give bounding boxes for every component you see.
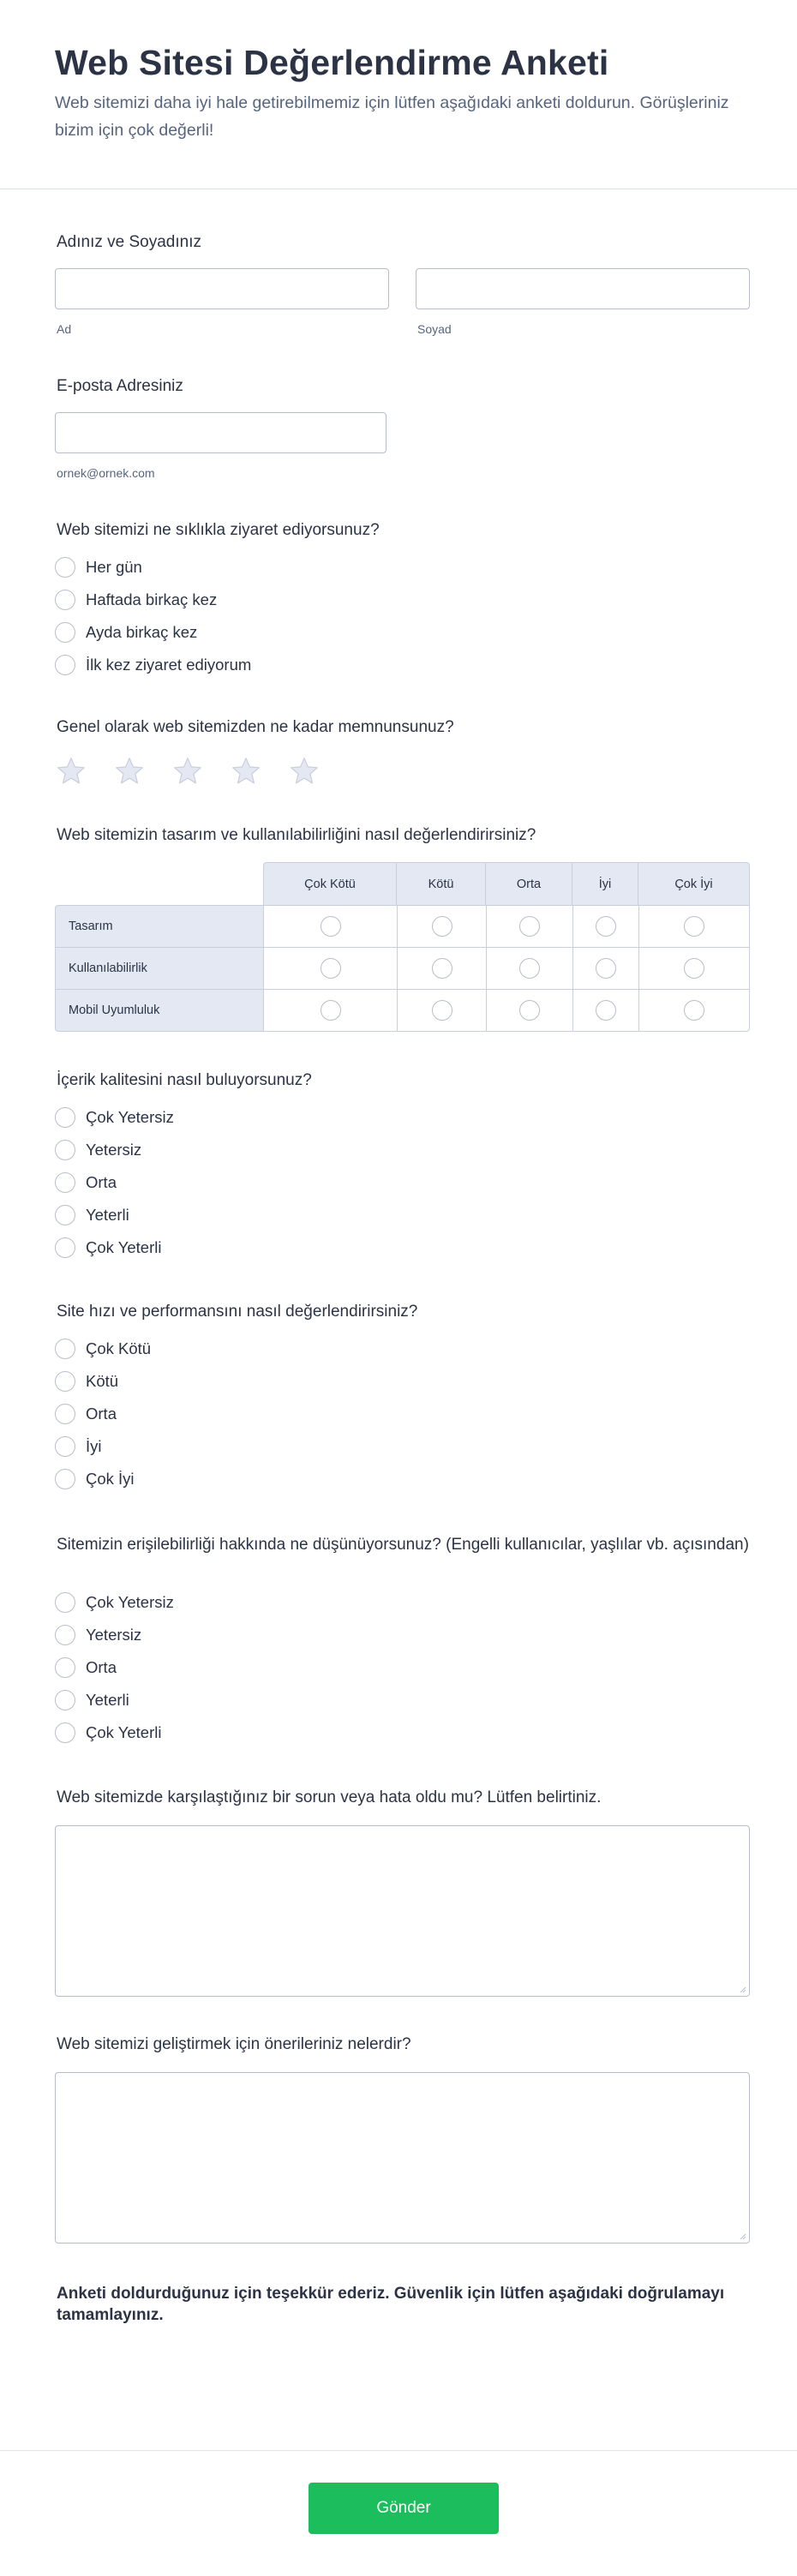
radio-option[interactable] [55,655,251,687]
radio-label[interactable]: Ayda birkaç kez [86,623,198,641]
radio-label[interactable]: Çok İyi [86,1470,135,1488]
radio-label[interactable]: Çok Yetersiz [86,1593,174,1611]
radio-option[interactable] [55,557,251,590]
star-icon[interactable] [230,756,262,787]
suggestions-label: Web sitemizi geliştirmek için önerileriniz nelerdir? [57,2035,411,2053]
radio-label[interactable]: Çok Yeterli [86,1238,162,1256]
radio-button[interactable] [55,1592,75,1613]
matrix-radio-button[interactable] [596,1000,616,1021]
issues-label: Web sitemizde karşılaştığınız bir sorun veya hata oldu mu? Lütfen belirtiniz. [57,1788,602,1806]
matrix-column-header: Orta [486,862,572,905]
radio-label[interactable]: Yetersiz [86,1626,142,1644]
site-speed-label: Site hızı ve performansını nasıl değerlendirirsiniz? [57,1303,418,1321]
closing-message: Anketi doldurduğunuz için teşekkür ederiz. Güvenlik için lütfen aşağıdaki doğrulamayı tamamlayınız. [57,2285,725,2324]
matrix-column-header: Çok İyi [638,862,750,905]
matrix-cell [263,989,397,1032]
matrix-radio-button[interactable] [684,916,704,937]
radio-button[interactable] [55,1625,75,1645]
radio-label[interactable]: Orta [86,1658,117,1676]
matrix-cell [572,989,638,1032]
last-name-sublabel: Soyad [417,322,452,336]
content-quality-label: İçerik kalitesini nasıl buluyorsunuz? [57,1071,312,1089]
matrix-radio-button[interactable] [321,958,341,979]
radio-label[interactable]: Çok Yetersiz [86,1108,174,1126]
accessibility-options [55,1592,174,1755]
radio-button[interactable] [55,1107,75,1128]
issues-textarea[interactable] [55,1825,750,1997]
radio-button[interactable] [55,1469,75,1489]
radio-label[interactable]: Kötü [86,1372,119,1390]
matrix-radio-button[interactable] [596,958,616,979]
matrix-cell [397,989,486,1032]
radio-label[interactable]: Çok Yeterli [86,1723,162,1741]
matrix-cell [638,947,750,989]
matrix-cell [638,905,750,947]
radio-option[interactable] [55,1690,174,1722]
form-header [0,0,797,189]
radio-option[interactable] [55,1722,174,1755]
radio-label[interactable]: Yeterli [86,1206,129,1224]
matrix-column-header: İyi [572,862,638,905]
email-sublabel: ornek@ornek.com [57,466,155,480]
radio-button[interactable] [55,1436,75,1457]
matrix-cell [572,947,638,989]
email-input[interactable] [55,412,387,453]
radio-label[interactable]: Orta [86,1173,117,1191]
matrix-radio-button[interactable] [596,916,616,937]
last-name-input[interactable] [416,268,750,309]
radio-label[interactable]: Her gün [86,558,142,576]
footer-divider [0,2450,797,2451]
radio-button[interactable] [55,1205,75,1225]
radio-button[interactable] [55,1722,75,1743]
matrix-radio-button[interactable] [684,1000,704,1021]
visit-frequency-options [55,557,251,687]
radio-label[interactable]: Haftada birkaç kez [86,590,218,608]
radio-button[interactable] [55,557,75,578]
radio-label[interactable]: İyi [86,1437,102,1455]
submit-button[interactable]: Gönder [309,2483,499,2534]
radio-option[interactable] [55,1371,151,1404]
matrix-radio-button[interactable] [432,916,452,937]
matrix-column-header: Kötü [397,862,486,905]
radio-button[interactable] [55,1172,75,1193]
radio-label[interactable]: Orta [86,1405,117,1423]
matrix-radio-button[interactable] [519,1000,540,1021]
matrix-cell [638,989,750,1032]
design-matrix-label: Web sitemizin tasarım ve kullanılabilirliğini nasıl değerlendirirsiniz? [57,826,536,844]
radio-label[interactable]: Yeterli [86,1691,129,1709]
page-subtitle: Web sitemizi daha iyi hale getirebilmemiz için lütfen aşağıdaki anketi doldurun. Görüşleriniz bizim için çok değerli! [55,93,729,140]
matrix-radio-button[interactable] [684,958,704,979]
radio-option[interactable] [55,1107,174,1140]
radio-label[interactable]: Yetersiz [86,1141,142,1159]
radio-option[interactable] [55,590,251,622]
satisfaction-label: Genel olarak web sitemizden ne kadar memnunsunuz? [57,718,454,736]
matrix-radio-button[interactable] [519,958,540,979]
suggestions-textarea[interactable] [55,2072,750,2244]
star-icon[interactable] [113,756,146,787]
radio-button[interactable] [55,1657,75,1678]
matrix-cell [486,947,572,989]
star-icon[interactable] [288,756,321,787]
matrix-radio-button[interactable] [321,916,341,937]
resize-handle-icon[interactable] [738,1985,746,1993]
radio-button[interactable] [55,1339,75,1359]
radio-option[interactable] [55,1205,174,1237]
matrix-radio-button[interactable] [432,1000,452,1021]
matrix-column-header: Çok Kötü [263,862,397,905]
content-quality-options [55,1107,174,1270]
radio-button[interactable] [55,622,75,643]
radio-option[interactable] [55,1140,174,1172]
matrix-cell [572,905,638,947]
matrix-radio-button[interactable] [432,958,452,979]
matrix-cell [486,905,572,947]
star-icon[interactable] [55,756,87,787]
first-name-input[interactable] [55,268,389,309]
radio-label[interactable]: İlk kez ziyaret ediyorum [86,656,252,674]
radio-label[interactable]: Çok Kötü [86,1339,152,1357]
radio-button[interactable] [55,655,75,675]
radio-button[interactable] [55,1690,75,1710]
radio-option[interactable] [55,1469,151,1501]
matrix-cell [397,905,486,947]
matrix-row-label: Kullanılabilirlik [55,947,263,989]
radio-option[interactable] [55,1436,151,1469]
radio-option[interactable] [55,1339,151,1371]
radio-button[interactable] [55,1237,75,1258]
radio-option[interactable] [55,1657,174,1690]
radio-option[interactable] [55,622,251,655]
star-icon[interactable] [171,756,204,787]
matrix-cell [486,989,572,1032]
radio-option[interactable] [55,1237,174,1270]
radio-button[interactable] [55,1404,75,1424]
radio-option[interactable] [55,1404,151,1436]
matrix-cell [397,947,486,989]
radio-button[interactable] [55,1140,75,1160]
matrix-radio-button[interactable] [321,1000,341,1021]
name-label: Adınız ve Soyadınız [57,233,201,251]
design-matrix [55,862,750,1032]
radio-option[interactable] [55,1592,174,1625]
radio-option[interactable] [55,1625,174,1657]
matrix-row-label: Tasarım [55,905,263,947]
page-title: Web Sitesi Değerlendirme Anketi [55,43,609,82]
radio-button[interactable] [55,590,75,610]
matrix-radio-button[interactable] [519,916,540,937]
matrix-cell [263,905,397,947]
accessibility-label: Sitemizin erişilebilirliği hakkında ne düşünüyorsunuz? (Engelli kullanıcılar, yaşlılar vb. açısından) [57,1536,749,1554]
radio-option[interactable] [55,1172,174,1205]
email-label: E-posta Adresiniz [57,377,183,395]
first-name-sublabel: Ad [57,322,72,336]
radio-button[interactable] [55,1371,75,1392]
matrix-row-label: Mobil Uyumluluk [55,989,263,1032]
visit-frequency-label: Web sitemizi ne sıklıkla ziyaret ediyorsunuz? [57,521,380,539]
resize-handle-icon[interactable] [738,2232,746,2240]
matrix-cell [263,947,397,989]
site-speed-options [55,1339,151,1501]
star-rating [55,756,346,787]
